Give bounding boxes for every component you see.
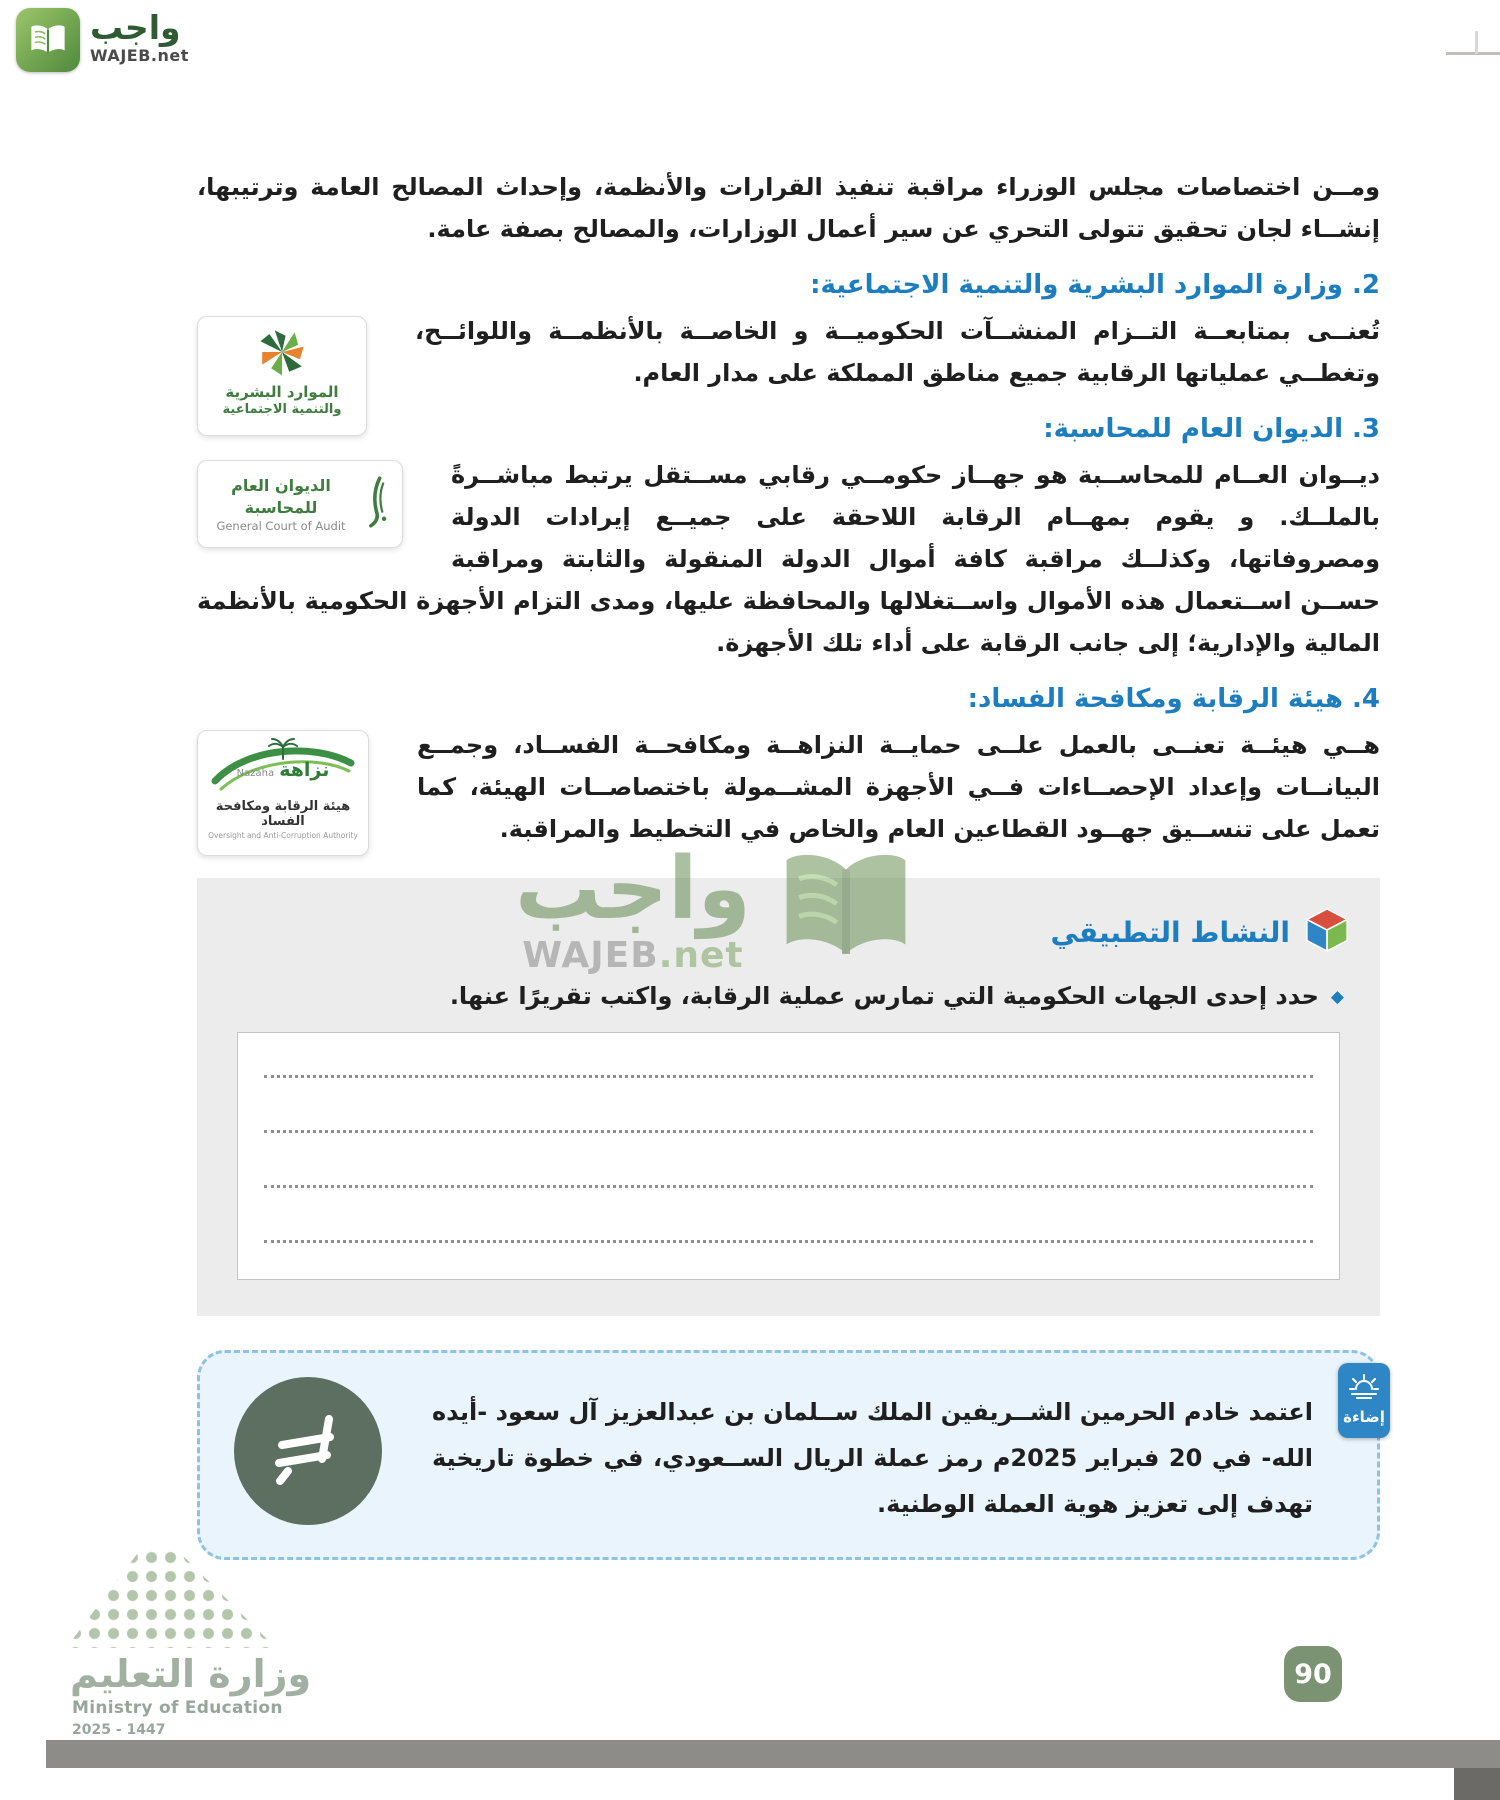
activity-prompt-text: حدد إحدى الجهات الحكومية التي تمارس عملية الرقابة، واكتب تقريرًا عنها.: [449, 982, 1319, 1010]
answer-box: [237, 1032, 1340, 1280]
answer-line: [264, 1185, 1313, 1188]
activity-cube-icon: [1304, 906, 1350, 958]
diamond-bullet-icon: ◆: [1330, 987, 1344, 1007]
nazaha-logo-sub-arabic: هيئة الرقابة ومكافحة الفساد: [215, 799, 351, 829]
answer-line: [264, 1240, 1313, 1243]
activity-title: النشاط التطبيقي: [1050, 915, 1290, 949]
section-heading-nazaha: 4. هيئة الرقابة ومكافحة الفساد:: [967, 684, 1380, 714]
hrsd-star-icon: [255, 364, 309, 383]
nazaha-logo-english: Nazaha: [236, 768, 275, 779]
hrsd-logo-line1: الموارد البشرية: [225, 383, 339, 401]
audit-logo-texts: [208, 475, 354, 533]
ministry-name-english: Ministry of Education: [72, 1698, 283, 1718]
riyal-symbol-icon: [234, 1377, 382, 1525]
activity-box: [197, 878, 1380, 1316]
wajeb-logo-arabic: واجب: [90, 8, 181, 47]
main-content: [197, 166, 1385, 1560]
watermark-arabic: واجب: [515, 838, 751, 939]
footer-bar: [46, 1740, 1500, 1768]
sunrise-icon: [1348, 1373, 1380, 1403]
audit-paragraph: ديــوان العــام للمحاســبة هو جهــاز حكومــي رقابي مســتقل يرتبط مباشــرةً بالملــك. و يقوم بمهــام الرقابة اللاحقة على جميــع إيرادات الدولة ومصروفاتها، وكذلــك مراقبة كافة أموال الدولة المنقولة والثابتة ومراقبة حســن اســتعمال هذه الأموال واســتغلالها والمحافظة عليها، ومدى التزام الأجهزة الحكومية بالأنظمة المالية والإدارية؛ إلى جانب الرقابة على أداء تلك الأجهزة.: [197, 461, 1380, 657]
nazaha-logo-sub-english: Oversight and Anti-Corruption Authority: [208, 831, 358, 840]
wajeb-logo: [16, 8, 189, 72]
activity-header: [227, 906, 1350, 958]
section-heading-hrsd: 2. وزارة الموارد البشرية والتنمية الاجتماعية:: [810, 270, 1380, 300]
ministry-dots-logo: [66, 1548, 276, 1648]
nazaha-logo-name: [207, 759, 359, 781]
hrsd-ministry-logo: [197, 316, 367, 436]
audit-calligraphy-icon: [362, 472, 392, 536]
intro-paragraph: ومــن اختصاصات مجلس الوزراء مراقبة تنفيذ القرارات والأنظمة، وإحداث المصالح العامة وترتيبها، إنشــاء لجان تحقيق تتولى التحري عن سير أعمال الوزارات، والمصالح بصفة عامة.: [197, 173, 1380, 243]
wajeb-logo-text: [90, 10, 189, 65]
wajeb-book-icon: [16, 8, 80, 72]
answer-line: [264, 1075, 1313, 1078]
nazaha-palm-swoosh-icon: [207, 737, 359, 795]
hrsd-paragraph: تُعنــى بمتابعــة التــزام المنشــآت الحكوميــة و الخاصــة بالأنظمــة واللوائــح، وتغطــي عملياتها الرقابية جميع مناطق المملكة على مدار العام.: [415, 317, 1380, 387]
highlight-box: [197, 1350, 1385, 1560]
corner-mark-vertical: [1475, 31, 1478, 54]
watermark-site: WAJEB.net: [522, 934, 744, 976]
nazaha-paragraph: هــي هيئــة تعنــى بالعمل علــى حمايــة النزاهــة ومكافحــة الفســاد، وجمــع البيانــات وإعداد الإحصــاءات فــي الأجهزة المشــمولة باختصاصــات الهيئة، كما تعمل على تنســيق جهــود القطاعين العام والخاص في التخطيط والمراقبة.: [417, 731, 1380, 843]
ministry-name-arabic: وزارة التعليم: [70, 1652, 312, 1696]
court-of-audit-logo: [197, 460, 403, 548]
hrsd-logo-line2: والتنمية الاجتماعية: [222, 402, 342, 417]
footer-corner-block: [1454, 1768, 1500, 1800]
nazaha-logo: [197, 730, 369, 856]
audit-logo-english: General Court of Audit: [216, 519, 346, 533]
idaa-badge-label: إضاءة: [1343, 1408, 1385, 1426]
wajeb-logo-site: WAJEB.net: [90, 46, 189, 65]
activity-prompt: [233, 982, 1344, 1010]
nazaha-logo-arabic: نزاهة: [279, 759, 330, 781]
idaa-badge: [1338, 1363, 1390, 1438]
answer-line: [264, 1130, 1313, 1133]
section-heading-audit: 3. الديوان العام للمحاسبة:: [1043, 414, 1380, 444]
corner-mark-horizontal: [1446, 52, 1500, 55]
edition-year: 2025 - 1447: [72, 1722, 166, 1738]
audit-logo-arabic: الديوان العام للمحاسبة: [231, 476, 331, 517]
page-number-badge: 90: [1284, 1646, 1342, 1702]
highlight-text: اعتمد خادم الحرمين الشــريفين الملك ســلمان بن عبدالعزيز آل سعود -أيده الله- في 20 فبراير 2025م رمز عملة الريال الســعودي، في خطوة تاريخية تهدف إلى تعزيز هوية العملة الوطنية.: [432, 1398, 1313, 1518]
